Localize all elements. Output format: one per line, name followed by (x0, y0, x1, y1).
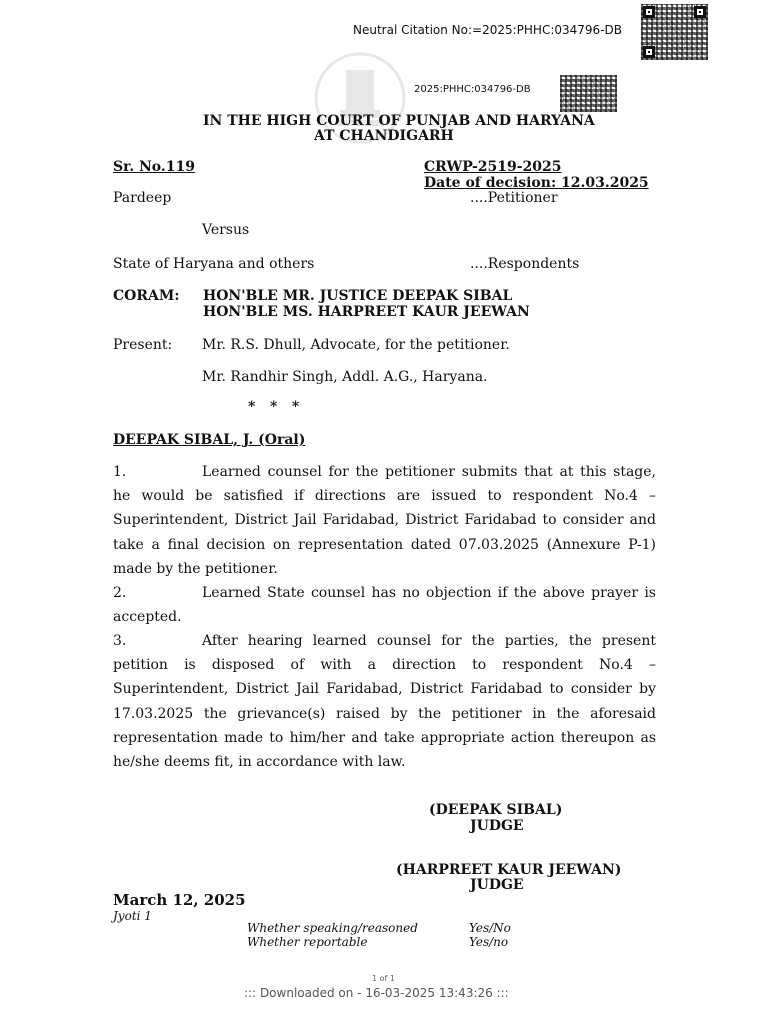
separator-stars: * * * (248, 399, 300, 415)
signature-judge-1-name: (DEEPAK SIBAL) (429, 802, 563, 818)
reportable-label: Whether reportable (247, 935, 368, 949)
coram-judge-2: HON'BLE MS. HARPREET KAUR JEEWAN (203, 304, 530, 320)
speaking-value: Yes/No (469, 921, 511, 935)
speaking-label: Whether speaking/reasoned (247, 921, 418, 935)
order-date: March 12, 2025 (113, 891, 246, 909)
paragraph-1 (113, 460, 656, 581)
signature-judge-1-title: JUDGE (470, 818, 524, 834)
court-name: IN THE HIGH COURT OF PUNJAB AND HARYANA (203, 113, 595, 129)
court-location: AT CHANDIGARH (314, 128, 454, 144)
present-label: Present: (113, 337, 173, 353)
decision-date: Date of decision: 12.03.2025 (424, 175, 649, 191)
respondents-name: State of Haryana and others (113, 256, 315, 272)
signature-judge-2-name: (HARPREET KAUR JEEWAN) (396, 862, 622, 878)
present-counsel-2: Mr. Randhir Singh, Addl. A.G., Haryana. (202, 369, 488, 385)
neutral-citation: Neutral Citation No:=2025:PHHC:034796-DB (353, 23, 622, 37)
qr-code (641, 4, 708, 60)
paragraph-number: 3. (113, 633, 127, 649)
paragraph-text: Learned counsel for the petitioner submits that at this stage, he would be satisfied if directions are issued to respondent No.4 – Superintendent, District Jail Faridabad, District Faridabad to consider and take a final decision on representation dated 07.03.2025 (Annexure P-1) made by the petitioner. (113, 464, 656, 577)
paragraph-2 (113, 581, 656, 629)
reportable-value: Yes/no (469, 935, 509, 949)
paragraph-number: 1. (113, 464, 127, 480)
coram-judge-1: HON'BLE MR. JUSTICE DEEPAK SIBAL (203, 288, 513, 304)
paragraph-number: 2. (113, 585, 127, 601)
petitioner-name: Pardeep (113, 190, 172, 206)
coram-label: CORAM: (113, 288, 180, 304)
case-number: CRWP-2519-2025 (424, 159, 562, 175)
barcode (560, 75, 617, 112)
respondents-role: ....Respondents (470, 256, 580, 272)
paragraph-3 (113, 629, 656, 774)
present-counsel-1: Mr. R.S. Dhull, Advocate, for the petitioner. (202, 337, 510, 353)
page-number: 1 of 1 (372, 974, 395, 983)
petitioner-role: ....Petitioner (470, 190, 558, 206)
stenographer-initials: Jyoti 1 (113, 909, 152, 923)
serial-number: Sr. No.119 (113, 159, 195, 175)
signature-judge-2-title: JUDGE (470, 877, 524, 893)
order-heading: DEEPAK SIBAL, J. (Oral) (113, 432, 306, 448)
paragraph-text: After hearing learned counsel for the parties, the present petition is disposed of with a direction to respondent No.4 – Superintendent, District Jail Faridabad, District Faridabad to consider by 17.03.2025 the grievance(s) raised by the petitioner in the aforesaid representation made to him/her and take appropriate action thereupon as he/she deems fit, in accordance with law. (113, 633, 656, 771)
citation-code: 2025:PHHC:034796-DB (414, 84, 531, 95)
versus-label: Versus (202, 222, 250, 238)
download-stamp: ::: Downloaded on - 16-03-2025 13:43:26 ::: (244, 986, 509, 1000)
paragraph-text: Learned State counsel has no objection if the above prayer is accepted. (113, 585, 656, 626)
